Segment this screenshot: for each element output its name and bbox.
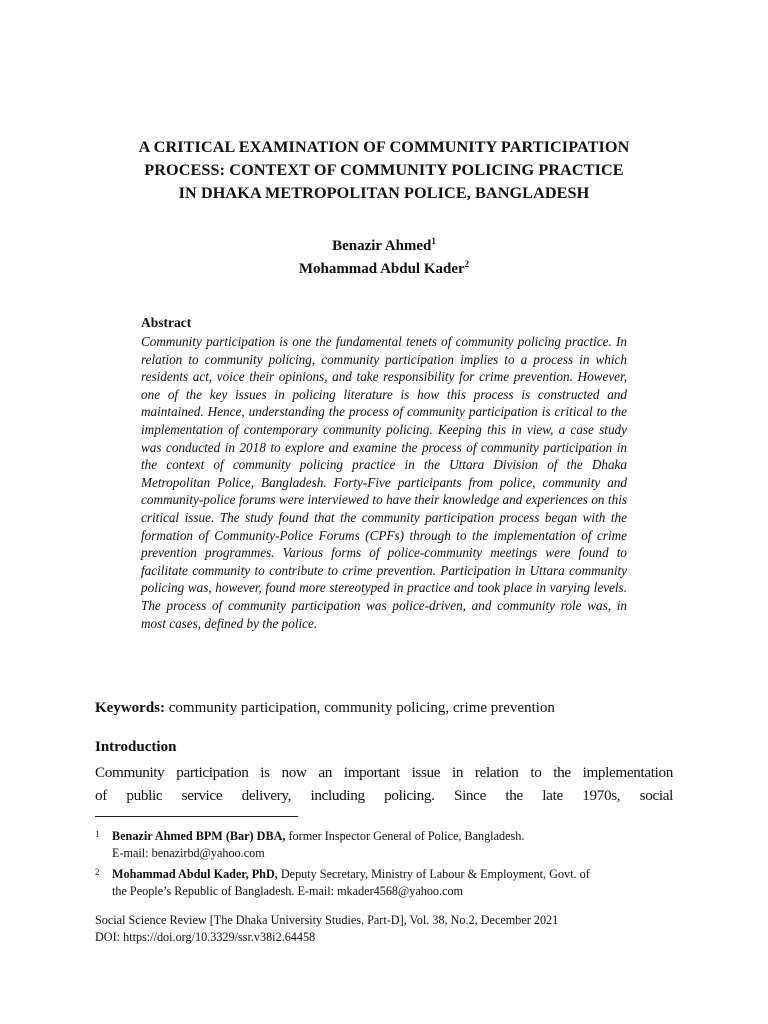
author-1: [60, 235, 708, 258]
title-line-2: PROCESS: CONTEXT OF COMMUNITY POLICING PRACTICE: [144, 161, 624, 179]
keywords-label: Keywords:: [95, 700, 165, 716]
footnote-separator: [95, 816, 298, 817]
footnote-2-text: [112, 866, 687, 900]
author-1-name: Benazir Ahmed: [332, 238, 432, 254]
keywords-text: community participation, community policing, crime prevention: [168, 700, 555, 716]
footnote-2-line-1: [112, 866, 687, 883]
author-list: [60, 235, 708, 281]
footnote-1-email: E-mail: benazirbd@yahoo.com: [112, 846, 265, 860]
abstract-body: Community participation is one the fundamental tenets of community policing practice. In relation to community policing, community participation implies to a process in which residents act, voice their opinions, and take responsibility for crime prevention. However, one of the key issues in policing literature is how this process is constructed and maintained. Hence, understanding the process of community participation is critical to the implementation of contemporary community policing. Keeping this in view, a case study was conducted in 2018 to explore and examine the process of community participation in the context of community policing practice in the Uttara Division of the Dhaka Metropolitan Police, Bangladesh. Forty-Five participants from police, community and community-police forums were interviewed to have their knowledge and experiences on this critical issue. The study found that the community participation process began with the formation of Community-Police Forums (CPFs) through to the implementation of crime prevention programmes. Various forms of police-community meetings were found to facilitate community to contribute to crime prevention. Participation in Uttara community policing was, however, found more stereotyped in practice and took place in varying levels. The process of community participation was police-driven, and community role was, in most cases, defined by the police.: [141, 334, 627, 631]
paper-title: [60, 136, 708, 205]
footnote-2-line-2: the People’s Republic of Bangladesh. E-mail: mkader4568@yahoo.com: [112, 884, 464, 898]
footnote-2-number: 2: [95, 867, 100, 877]
title-line-1: A CRITICAL EXAMINATION OF COMMUNITY PARTICIPATION: [138, 138, 630, 156]
author-1-footnote-ref: 1: [431, 236, 436, 246]
footnote-2-affiliation: Deputy Secretary, Ministry of Labour & Employment, Govt. of: [277, 867, 590, 881]
introduction-body: [95, 762, 673, 807]
author-2: [60, 258, 708, 281]
title-line-3: IN DHAKA METROPOLITAN POLICE, BANGLADESH: [178, 184, 590, 202]
introduction-line-2: of public service delivery, including policing. Since the late 1970s, social: [95, 786, 673, 804]
abstract-heading: Abstract: [141, 315, 192, 330]
journal-info: [95, 912, 558, 946]
footnote-1-number: 1: [95, 829, 100, 839]
journal-doi: DOI: https://doi.org/10.3329/ssr.v38i2.64458: [95, 930, 316, 944]
author-2-footnote-ref: 2: [464, 259, 470, 269]
footnote-1-affiliation: former Inspector General of Police, Bangladesh.: [285, 829, 525, 843]
footnote-1-text: [112, 828, 687, 862]
footnote-1-author: Benazir Ahmed BPM (Bar) DBA,: [112, 829, 286, 843]
introduction-line-1: Community participation is now an important issue in relation to the implementation: [95, 764, 673, 781]
journal-citation: Social Science Review [The Dhaka University Studies, Part-D], Vol. 38, No.2, December 2021: [95, 913, 559, 927]
author-2-name: Mohammad Abdul Kader: [298, 261, 465, 277]
introduction-heading: Introduction: [95, 739, 177, 755]
footnote-1-line-1: [112, 828, 687, 845]
keywords: [95, 698, 555, 718]
footnote-2-author: Mohammad Abdul Kader, PhD,: [112, 867, 278, 881]
